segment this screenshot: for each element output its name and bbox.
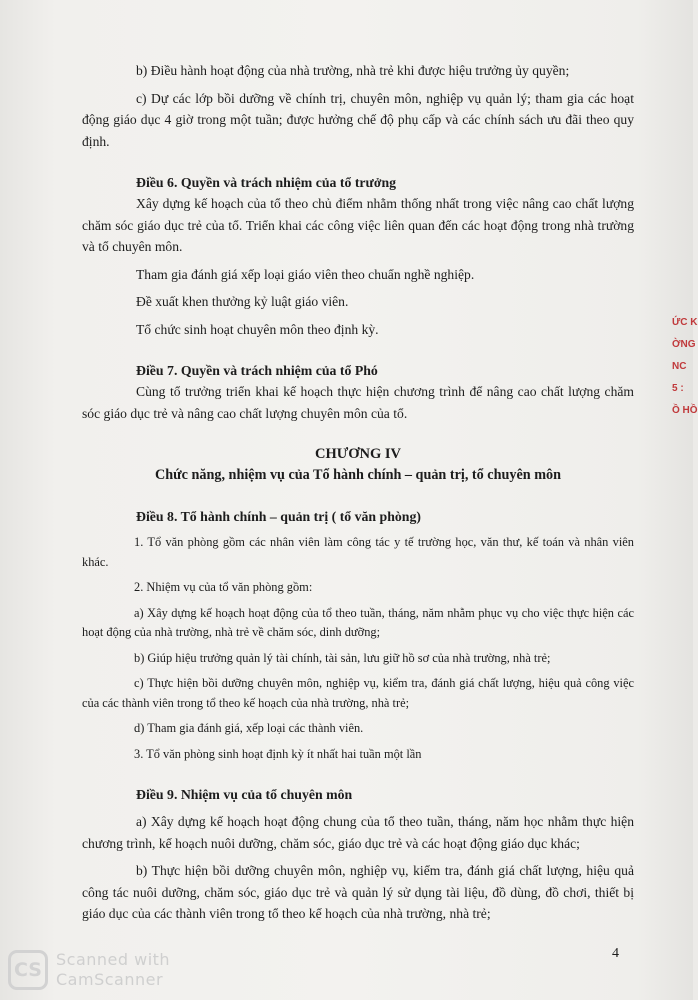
article-8-item-2c: c) Thực hiện bồi dưỡng chuyên môn, nghiệp vụ, kiểm tra, đánh giá chất lượng, hiệu quả công việc của các thành viên trong tổ theo kế hoạch của nhà trường, nhà trẻ; [82,676,634,710]
article-9-item-a: a) Xây dựng kế hoạch hoạt động chung của tổ theo tuần, tháng, năm học nhằm thực hiện chương trình, kế hoạch nuôi dưỡng, chăm sóc, giáo dục trẻ và các hoạt động giáo dục khác; [82,814,634,851]
article-8-item-2b: b) Giúp hiệu trưởng quản lý tài chính, tài sản, lưu giữ hồ sơ của nhà trường, nhà trẻ; [134,650,551,665]
article-7-paragraph: Cùng tổ trưởng triển khai kế hoạch thực hiện chương trình để nâng cao chất lượng chăm sóc giáo dục trẻ và nâng cao chất lượng chuyên môn của tổ. [82,384,634,421]
paragraph-clause-c: c) Dự các lớp bồi dưỡng về chính trị, chuyên môn, nghiệp vụ quản lý; tham gia các hoạt động giáo dục 4 giờ trong một tuần; được hưởng chế độ phụ cấp và các chính sách ưu đãi theo quy định. [82,90,634,149]
camscanner-logo-icon: CS [8,950,48,990]
stamp-text-2: ỜNG [672,339,696,350]
article-6-item-propose: Đề xuất khen thưởng kỷ luật giáo viên. [136,294,349,309]
stamp-text-4: 5 : [672,383,684,394]
article-8-item-2: 2. Nhiệm vụ của tổ văn phòng gồm: [134,580,313,594]
paragraph-clause-b: b) Điều hành hoạt động của nhà trường, nhà trẻ khi được hiệu trưởng ủy quyền; [136,63,570,78]
watermark-text [56,950,170,990]
chapter-title: CHƯƠNG IV [314,446,402,462]
article-8-item-3: 3. Tổ văn phòng sinh hoạt định kỳ ít nhất hai tuần một lần [134,746,422,761]
chapter-subtitle: Chức năng, nhiệm vụ của Tổ hành chính – quản trị, tổ chuyên môn [155,467,561,483]
article-6-item-organize: Tổ chức sinh hoạt chuyên môn theo định kỳ. [136,321,379,337]
stamp-text-3: NC [672,361,687,372]
article-6-heading: Điều 6. Quyền và trách nhiệm của tổ trưởng [136,175,397,190]
article-6-item-evaluate: Tham gia đánh giá xếp loại giáo viên theo chuẩn nghề nghiệp. [136,266,475,282]
watermark-line-1: Scanned with [56,950,171,969]
document-body [82,60,634,925]
article-6-paragraph: Xây dựng kế hoạch của tổ theo chủ điểm nhằm thống nhất trong việc nâng cao chất lượng chăm sóc giáo dục trẻ của tổ. Triển khai các công việc liên quan đến các hoạt động trong nhà trường và tổ chuyên môn. [82,196,634,254]
article-8-item-2d: d) Tham gia đánh giá, xếp loại các thành viên. [134,721,364,735]
camscanner-watermark [8,950,170,990]
article-7-heading: Điều 7. Quyền và trách nhiệm của tổ Phó [136,363,378,378]
article-9-heading: Điều 9. Nhiệm vụ của tổ chuyên môn [136,787,353,802]
article-8-item-1: 1. Tổ văn phòng gồm các nhân viên làm công tác y tế trường học, văn thư, kế toán và nhân viên khác. [82,535,634,569]
stamp-text-5: Ồ HỒ [672,405,698,416]
article-8-heading: Điều 8. Tổ hành chính – quản trị ( tổ văn phòng) [136,509,421,524]
watermark-line-2: CamScanner [56,970,164,989]
article-9-item-b: b) Thực hiện bồi dưỡng chuyên môn, nghiệp vụ, kiểm tra, đánh giá chất lượng, hiệu quả công tác nuôi dưỡng, chăm sóc, giáo dục trẻ và quản lý sử dụng tài liệu, đồ dùng, đồ chơi, thiết bị giáo dục của các thành viên trong tổ theo kế hoạch của nhà trường, nhà trẻ; [82,863,634,921]
article-8-item-2a: a) Xây dựng kế hoạch hoạt động của tổ theo tuần, tháng, năm nhằm phục vụ cho việc thực hiện các hoạt động của nhà trường, nhà trẻ về chăm sóc, dinh dưỡng; [82,605,634,639]
page-number: 4 [612,946,619,961]
red-stamp-fragment [672,312,696,422]
stamp-text-1: ỨC K [672,317,698,328]
